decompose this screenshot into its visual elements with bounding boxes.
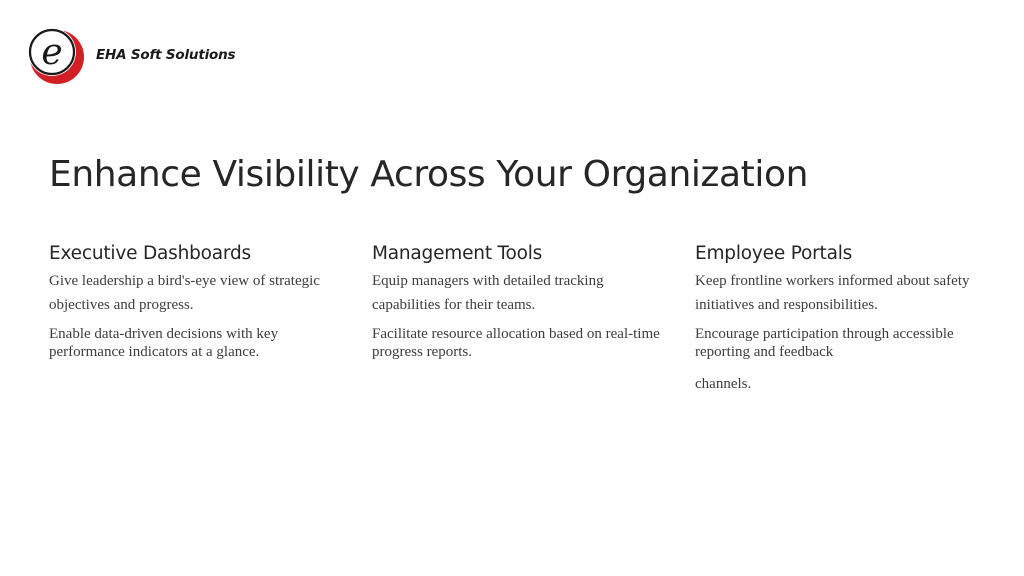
company-logo — [27, 27, 235, 87]
column-executive-dashboards — [49, 243, 349, 361]
column-management-tools — [372, 243, 672, 361]
column-heading: Management Tools — [372, 243, 543, 264]
brand-name: EHA Soft Solutions — [96, 47, 236, 63]
logo-letter: e — [41, 32, 63, 73]
column-heading: Employee Portals — [695, 243, 853, 264]
eha-logo-icon — [27, 27, 87, 87]
column-paragraph: Encourage participation through accessible reporting and feedback — [695, 326, 954, 360]
column-paragraph: Facilitate resource allocation based on real-time progress reports. — [372, 326, 660, 360]
column-employee-portals — [695, 243, 995, 393]
column-heading: Executive Dashboards — [49, 243, 251, 264]
column-paragraph: Enable data-driven decisions with key performance indicators at a glance. — [49, 326, 279, 360]
column-paragraph-tail: channels. — [695, 376, 752, 392]
column-paragraph: Keep frontline workers informed about safety initiatives and responsibilities. — [695, 273, 970, 313]
column-paragraph: Equip managers with detailed tracking capabilities for their teams. — [372, 273, 604, 313]
column-paragraph: Give leadership a bird's-eye view of strategic objectives and progress. — [49, 273, 320, 313]
page-title: Enhance Visibility Across Your Organization — [49, 154, 808, 195]
